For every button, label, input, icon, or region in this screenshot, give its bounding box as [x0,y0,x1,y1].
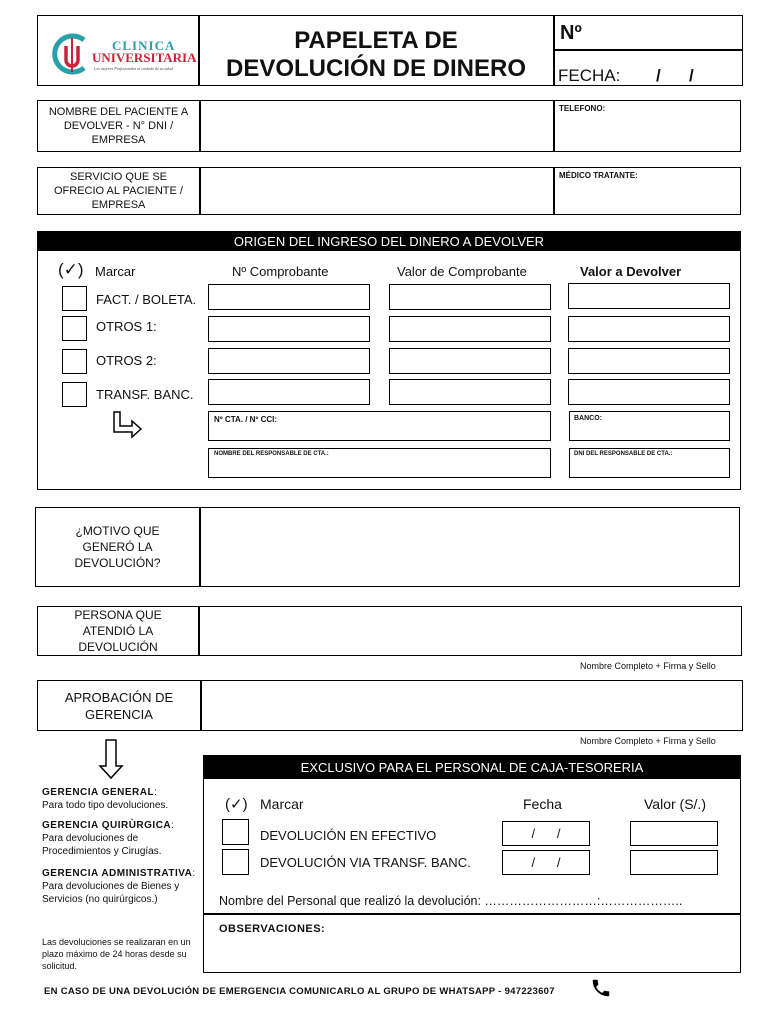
gerencia-general-desc: Para todo tipo devoluciones. [42,800,169,811]
aprobacion-caption: Nombre Completo + Firma y Sello [580,736,716,746]
fecha-slashes: / / [656,66,694,85]
doctor-input[interactable] [555,183,740,214]
input-valor-2[interactable] [389,316,551,342]
clinic-logo [50,32,196,78]
gerencia-administrativa [42,867,197,906]
caja-divider [203,913,741,915]
date-efectivo-slashes: / / [531,826,561,841]
motivo-input[interactable] [201,508,739,586]
checkbox-efectivo[interactable] [222,819,249,845]
checkbox-transf-caja[interactable] [222,849,249,875]
input-comprobante-3[interactable] [208,348,370,374]
phone-icon [590,977,612,999]
footer-text: EN CASO DE UNA DEVOLUCIÓN DE EMERGENCIA COMUNICARLO AL GRUPO DE WHATSAPP - 947223607 [44,986,555,997]
arrow-down-right-icon [110,410,144,440]
gerencia-quirurgica-suffix: : [171,820,174,831]
input-comprobante-1[interactable] [208,284,370,310]
plazo-note: Las devoluciones se realizaran en un plazo máximo de 24 horas desde su solicitud. [42,937,191,971]
dni-responsable-label: DNI DEL RESPONSABLE DE CTA.: [574,451,673,457]
patient-label: NOMBRE DEL PACIENTE A DEVOLVER - N° DNI / EMPRESA [48,106,189,146]
checkbox-fact-boleta[interactable] [62,286,87,311]
gerencia-administrativa-title: GERENCIA ADMINISTRATIVA [42,868,193,879]
gerencia-quirurgica-desc: Para devoluciones de Procedimientos y Cirugías. [42,833,162,857]
banco-label: BANCO: [574,415,602,422]
gerencia-quirurgica-title: GERENCIA QUIRÙRGICA [42,820,172,831]
row-label-efectivo: DEVOLUCIÓN EN EFECTIVO [260,828,437,843]
caja-check-symbol: (✓) [225,796,248,813]
responsable-cta-label: NOMBRE DEL RESPONSABLE DE CTA.: [214,451,329,457]
gerencia-general [42,786,192,812]
gerencia-general-suffix: : [154,787,157,798]
origin-title: ORIGEN DEL INGRESO DEL DINERO A DEVOLVER [37,231,741,251]
date-efectivo[interactable] [502,821,590,846]
gerencia-quirurgica [42,819,204,858]
input-valor-1[interactable] [389,284,551,310]
checkbox-otros-2[interactable] [62,349,87,374]
input-devolver-3[interactable] [568,348,730,374]
arrow-down-icon [98,738,124,780]
caja-mark-label: Marcar [260,796,304,812]
row-label-transf-caja: DEVOLUCIÓN VIA TRANSF. BANC. [260,855,471,870]
input-devolver-2[interactable] [568,316,730,342]
row-label-transf-banc: TRANSF. BANC. [96,387,194,402]
phone-label: TELEFONO: [559,104,606,113]
header-divider-h [553,49,743,51]
input-comprobante-2[interactable] [208,316,370,342]
origin-check-symbol: (✓) [58,260,84,279]
date-transf[interactable] [502,850,590,875]
cta-cci-label: Nº CTA. / Nº CCI: [214,415,278,424]
persona-input[interactable] [200,607,741,655]
fecha-label: FECHA: [558,66,621,85]
valor-efectivo[interactable] [630,821,718,846]
logo-emblem-icon [50,32,94,78]
patient-input[interactable] [201,101,552,151]
input-valor-4[interactable] [389,379,551,405]
header-divider-right [553,15,555,86]
input-comprobante-4[interactable] [208,379,370,405]
persona-caption: Nombre Completo + Firma y Sello [580,661,716,671]
caja-col-valor: Valor (S/.) [644,796,706,812]
motivo-label: ¿MOTIVO QUE GENERÓ LA DEVOLUCIÓN? [74,524,161,570]
input-valor-3[interactable] [389,348,551,374]
gerencia-general-title: GERENCIA GENERAL [42,787,155,798]
row-label-fact-boleta: FACT. / BOLETA. [96,292,197,307]
date-transf-slashes: / / [531,855,561,870]
service-input[interactable] [201,168,552,214]
service-label: SERVICIO QUE SE OFRECIO AL PACIENTE / EMPRESA [54,171,183,211]
checkbox-transf-banc[interactable] [62,382,87,407]
aprobacion-input[interactable] [202,681,742,730]
persona-label: PERSONA QUE ATENDIÓ LA DEVOLUCIÓN [74,608,162,654]
form-title-line2: DEVOLUCIÓN DE DINERO [225,55,527,82]
col-comprobante: Nº Comprobante [232,264,329,279]
origin-mark-label: Marcar [95,264,136,279]
personal-label: Nombre del Personal que realizó la devolución: ………………………:……………….. [219,894,683,908]
observaciones-label: OBSERVACIONES: [219,923,326,935]
row-label-otros-2: OTROS 2: [96,353,157,368]
caja-col-fecha: Fecha [523,796,562,812]
checkbox-otros-1[interactable] [62,316,87,341]
doctor-label: MÉDICO TRATANTE: [559,171,638,180]
col-valor-devolver: Valor a Devolver [580,264,682,279]
gerencia-administrativa-desc: Para devoluciones de Bienes y Servicios (no quirúrgicos.) [42,881,180,905]
logo-line-universitaria: UNIVERSITARIA [92,50,197,65]
input-devolver-1[interactable] [568,283,730,309]
form-title-line1: PAPELETA DE [294,27,458,54]
aprobacion-label: APROBACIÓN DE GERENCIA [64,689,174,722]
valor-transf[interactable] [630,850,718,875]
logo-line-clinica: CLINICA [112,38,176,53]
logo-tagline: Los mejores Profesionales al cuidado de su salud [94,66,174,71]
input-devolver-4[interactable] [568,379,730,405]
col-valor-comprobante: Valor de Comprobante [397,264,527,279]
number-label: Nº [560,22,582,44]
gerencia-administrativa-suffix: : [192,868,196,879]
observaciones-input[interactable] [205,938,739,971]
caja-title: EXCLUSIVO PARA EL PERSONAL DE CAJA-TESORERIA [203,755,741,779]
phone-input[interactable] [555,116,740,151]
row-label-otros-1: OTROS 1: [96,319,157,334]
